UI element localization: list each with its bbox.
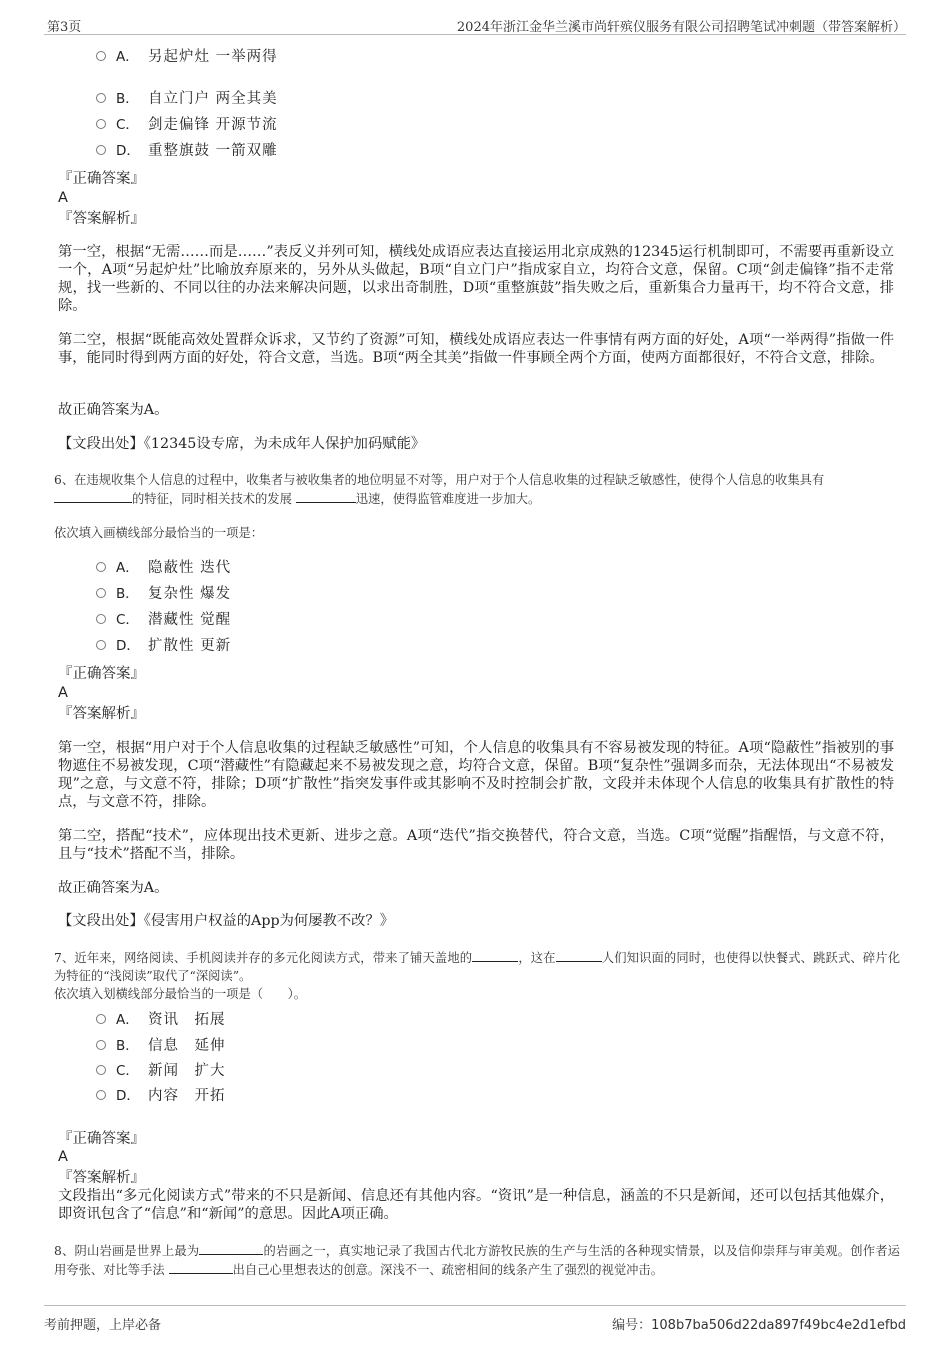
blank[interactable]: [54, 489, 132, 503]
q7-analysis-label: 『答案解析』: [58, 1170, 145, 1186]
radio-icon[interactable]: [96, 119, 106, 129]
q6-option-c[interactable]: C． 潜藏性 觉醒: [96, 610, 231, 630]
radio-icon[interactable]: [96, 562, 106, 572]
q6-analysis-label: 『答案解析』: [58, 706, 145, 722]
q5-answer: A: [58, 190, 68, 206]
q6-conclusion: 故正确答案为A。: [58, 880, 169, 896]
document-code: 编号：108b7ba506d22da897f49bc4e2d1efbd: [612, 1318, 906, 1333]
blank[interactable]: [199, 1241, 263, 1255]
q6-option-b[interactable]: B． 复杂性 爆发: [96, 584, 231, 604]
q5-analysis-paragraph: 第二空，根据“既能高效处置群众诉求，又节约了资源”可知，横线处成语应表达一件事情有两方面的好处，A项“一举两得”指做一件事，能同时得到两方面的好处，符合文意，当选。B项“两全其美”指做一件事顾全两个方面，使两方面都很好，不符合文意，排除。: [58, 332, 894, 366]
radio-icon[interactable]: [96, 1040, 106, 1050]
blank[interactable]: [472, 948, 518, 962]
page-header: [44, 14, 906, 35]
q7-correct-answer-label: 『正确答案』: [58, 1131, 145, 1147]
radio-icon[interactable]: [96, 588, 106, 598]
q5-analysis-paragraph: 第一空，根据“无需……而是……”表反义并列可知，横线处成语应表达直接运用北京成熟的12345运行机制即可，不需要再重新设立一个，A项“另起炉灶”比喻放弃原来的，另外从头做起，B项“自立门户”指成家自立，均符合文意，保留。C项“剑走偏锋”指不走常规，找一些新的、不同以往的办法来解决问题，以求出奇制胜，D项“重整旗鼓”指失败之后，重新集合力量再干，均不符合文意，排除。: [58, 244, 894, 314]
q5-analysis-label: 『答案解析』: [58, 211, 145, 227]
page-footer: [44, 1305, 906, 1332]
q7-analysis-paragraph: 文段指出“多元化阅读方式”带来的不只是新闻、信息还有其他内容。“资讯”是一种信息，涵盖的不只是新闻，还可以包括其他媒介，即资讯包含了“信息”和“新闻”的意思。因此A项正确。: [58, 1188, 894, 1222]
radio-icon[interactable]: [96, 93, 106, 103]
q6-source: 【文段出处】《侵害用户权益的App为何屡教不改？》: [58, 913, 395, 929]
blank[interactable]: [296, 489, 356, 503]
radio-icon[interactable]: [96, 1014, 106, 1024]
q7-option-b[interactable]: B． 信息 延伸: [96, 1036, 226, 1056]
q7-question: 7、近年来，网络阅读、手机阅读并存的多元化阅读方式，带来了铺天盖地的 ，这在 人们知识面的同时，也使得以快餐式、跳跃式、碎片化为特征的“浅阅读”取代了“深阅读”。: [54, 948, 900, 985]
q6-option-a[interactable]: A． 隐蔽性 迭代: [96, 558, 231, 578]
page-number: 第3页: [47, 20, 82, 35]
document-title: 2024年浙江金华兰溪市尚轩殡仪服务有限公司招聘笔试冲刺题（带答案解析）: [456, 20, 906, 35]
q6-analysis-paragraph: 第一空，根据“用户对于个人信息收集的过程缺乏敏感性”可知，个人信息的收集具有不容易被发现的特征。A项“隐蔽性”指被别的事物遮住不易被发现，C项“潜藏性”有隐藏起来不易被发现之意，均符合文意，保留。B项“复杂性”强调多而杂，无法体现出“不易被发现”之意，与文意不符，排除；D项“扩散性”指突发事件或其影响不及时控制会扩散，文段并未体现个人信息的收集具有扩散性的特点，与文意不符，排除。: [58, 740, 894, 810]
q8-question: 8、阴山岩画是世界上最为 的岩画之一，真实地记录了我国古代北方游牧民族的生产与生活的各种现实情景，以及信仰崇拜与审美观。创作者运用夸张、对比等手法 出自己心里想表达的创意。深浅不一、疏密相间的线条产生了强烈的视觉冲击。: [54, 1241, 900, 1279]
q5-option-a[interactable]: A． 另起炉灶 一举两得: [96, 47, 278, 67]
q7-option-c[interactable]: C． 新闻 扩大: [96, 1061, 226, 1081]
radio-icon[interactable]: [96, 1090, 106, 1100]
q7-instruction: 依次填入划横线部分最恰当的一项是（ ）。: [54, 987, 307, 1001]
radio-icon[interactable]: [96, 1065, 106, 1075]
q7-option-a[interactable]: A． 资讯 拓展: [96, 1010, 226, 1030]
q6-instruction: 依次填入画横线部分最恰当的一项是：: [54, 526, 264, 540]
q7-option-d[interactable]: D． 内容 开拓: [96, 1086, 226, 1106]
q5-source: 【文段出处】《12345设专席，为未成年人保护加码赋能》: [58, 436, 426, 452]
q5-conclusion: 故正确答案为A。: [58, 402, 169, 418]
q5-correct-answer-label: 『正确答案』: [58, 171, 145, 187]
q7-answer: A: [58, 1149, 68, 1165]
q6-answer: A: [58, 685, 68, 701]
radio-icon[interactable]: [96, 51, 106, 61]
q6-analysis-paragraph: 第二空，搭配“技术”，应体现出技术更新、进步之意。A项“迭代”指交换替代，符合文意，当选。C项“觉醒”指醒悟，与文意不符，且与“技术”搭配不当，排除。: [58, 828, 894, 862]
footer-slogan: 考前押题，上岸必备: [44, 1318, 162, 1333]
q5-option-d[interactable]: D． 重整旗鼓 一箭双雕: [96, 141, 278, 161]
q6-question: 6、在违规收集个人信息的过程中，收集者与被收集者的地位明显不对等，用户对于个人信息收集的过程缺乏敏感性，使得个人信息的收集具有 的特征，同时相关技术的发展 迅速，使得监管难度进一步加大。: [54, 473, 825, 506]
radio-icon[interactable]: [96, 640, 106, 650]
radio-icon[interactable]: [96, 614, 106, 624]
blank[interactable]: [169, 1260, 233, 1274]
blank[interactable]: [556, 948, 602, 962]
radio-icon[interactable]: [96, 145, 106, 155]
q6-option-d[interactable]: D． 扩散性 更新: [96, 636, 231, 656]
q5-option-c[interactable]: C． 剑走偏锋 开源节流: [96, 115, 278, 135]
q5-option-b[interactable]: B． 自立门户 两全其美: [96, 89, 278, 109]
q6-correct-answer-label: 『正确答案』: [58, 666, 145, 682]
